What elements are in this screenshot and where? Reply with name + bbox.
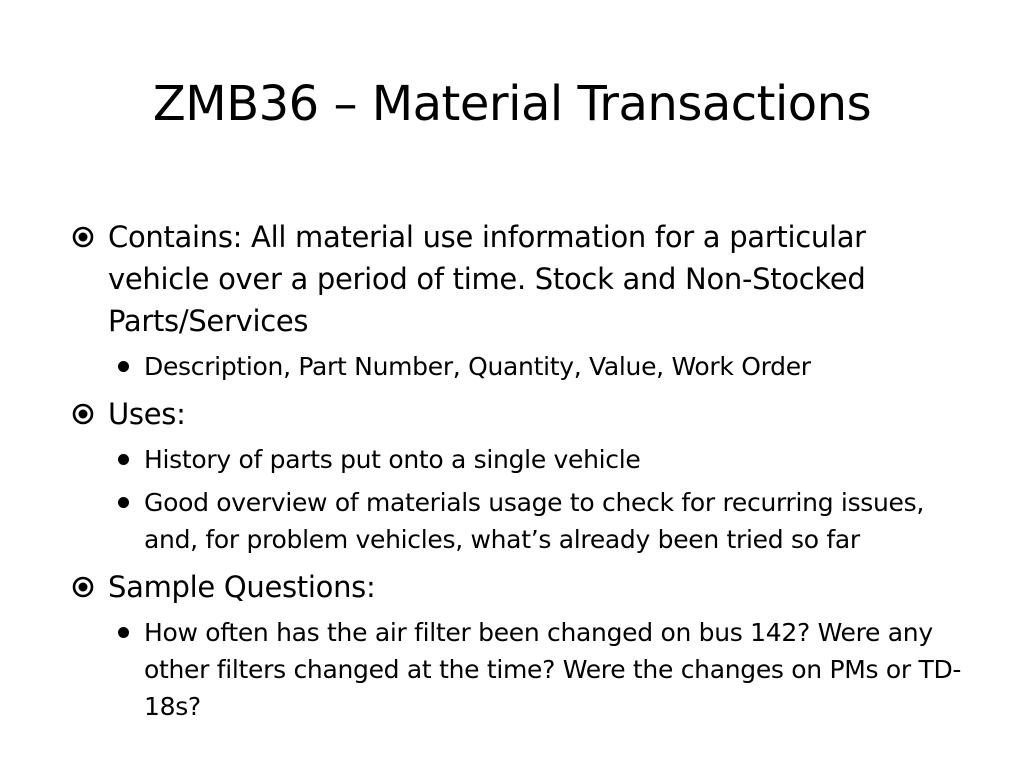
bullet-dot-icon — [118, 361, 129, 372]
sub-bullet-text: Good overview of materials usage to check for recurring issues, and, for problem vehicles, what’s already been tried so far — [144, 488, 925, 554]
sub-bullet — [72, 441, 972, 478]
radio-bullet-icon — [72, 226, 94, 248]
sub-bullet-text: History of parts put onto a single vehicle — [144, 445, 641, 474]
bullet-contains — [72, 216, 972, 342]
sub-bullet-text: Description, Part Number, Quantity, Value, Work Order — [144, 352, 811, 381]
bullet-dot-icon — [118, 497, 129, 508]
sub-bullet-text: How often has the air filter been changed on bus 142? Were any other filters changed at the time? Were the changes on PMs or TD-18s? — [144, 618, 962, 721]
sub-bullet — [72, 614, 972, 725]
bullet-sample-questions — [72, 566, 972, 608]
bullet-text: Sample Questions: — [108, 570, 376, 604]
slide-title: ZMB36 – Material Transactions — [152, 76, 872, 132]
radio-bullet-icon — [72, 576, 94, 598]
sub-bullet — [72, 348, 972, 385]
bullet-dot-icon — [118, 454, 129, 465]
bullet-text: Uses: — [108, 397, 186, 431]
bullet-text: Contains: All material use information for a particular vehicle over a period of time. Stock and Non-Stocked Parts/Services — [108, 220, 866, 338]
radio-bullet-icon — [72, 403, 94, 425]
slide-content — [72, 216, 972, 725]
bullet-dot-icon — [118, 627, 129, 638]
sub-bullet — [72, 484, 972, 558]
bullet-uses — [72, 393, 972, 435]
